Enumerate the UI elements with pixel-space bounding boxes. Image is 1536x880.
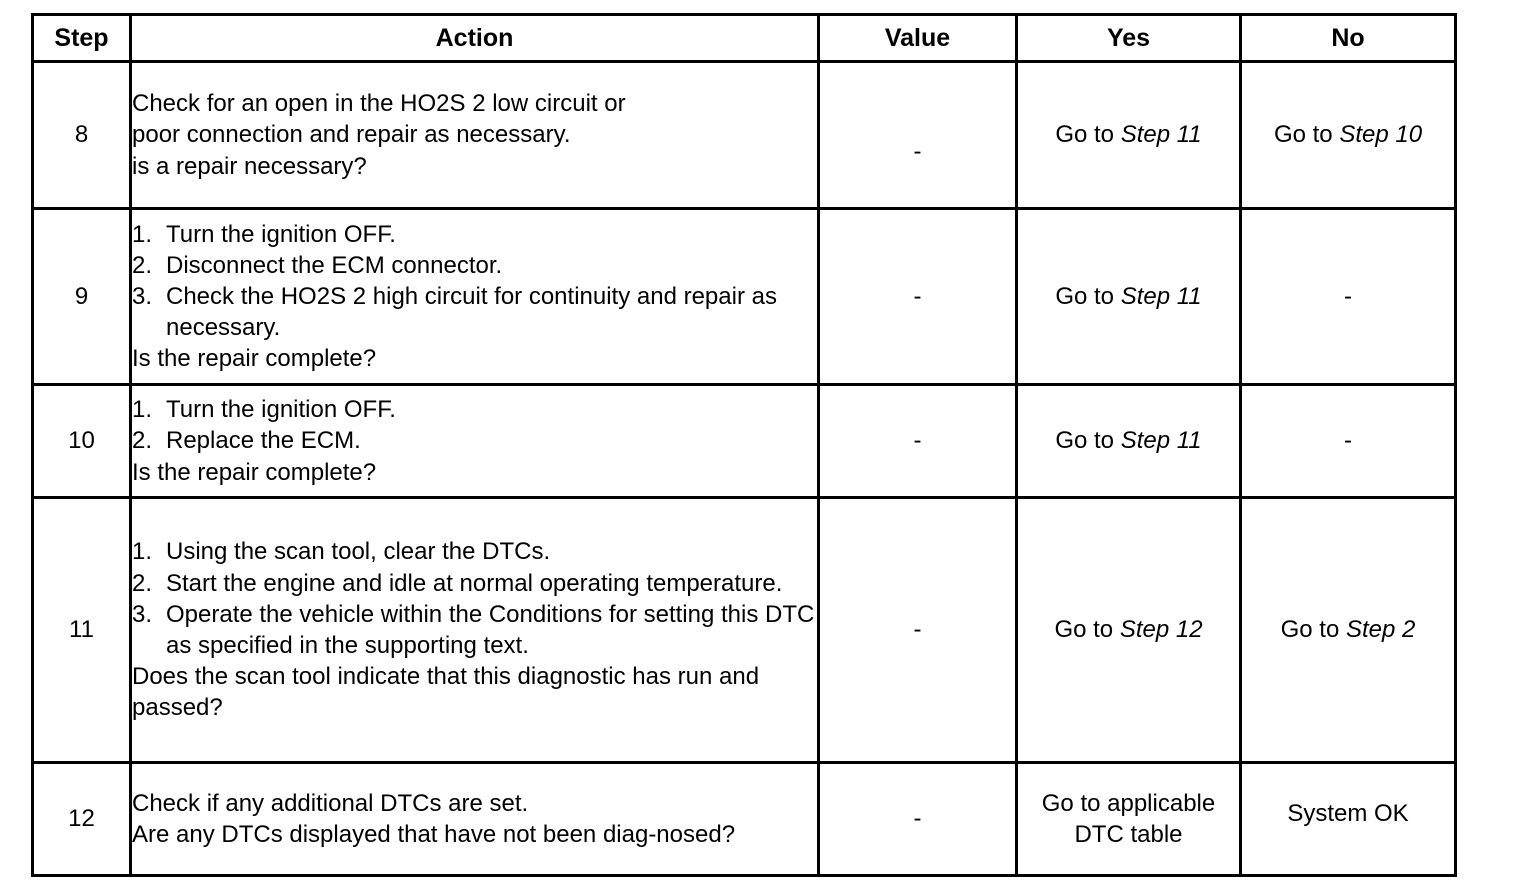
yes-cell [1017, 498, 1241, 763]
step-number: 10 [33, 385, 131, 498]
table-row-step-8 [33, 62, 1456, 209]
no-cell [1241, 62, 1456, 209]
action-question: Is the repair complete? [132, 458, 377, 486]
header-action: Action [131, 15, 819, 62]
header-yes: Yes [1017, 15, 1241, 62]
action-item: 1. Turn the ignition OFF. [132, 396, 396, 424]
value-cell: - [819, 209, 1017, 385]
action-question: Are any DTCs displayed that have not been diag-nosed? [132, 821, 736, 848]
diagnostic-table [31, 13, 1457, 877]
yes-cell [1017, 209, 1241, 385]
yes-goto[interactable]: Go to applicable DTC table [1041, 789, 1216, 848]
header-value: Value [819, 15, 1017, 62]
step-number: 9 [33, 209, 131, 385]
step-number: 11 [33, 498, 131, 763]
action-question: is a repair necessary? [132, 152, 367, 180]
yes-cell [1017, 385, 1241, 498]
yes-goto[interactable]: Go to Step 12 [1054, 616, 1203, 644]
action-question: Is the repair complete? [132, 345, 377, 373]
yes-cell [1017, 763, 1241, 876]
value-cell: - [819, 62, 1017, 209]
yes-cell [1017, 62, 1241, 209]
header-no: No [1241, 15, 1456, 62]
action-cell [131, 498, 819, 763]
value-cell: - [819, 498, 1017, 763]
value-cell: - [819, 385, 1017, 498]
no-cell: - [1241, 209, 1456, 385]
table-row-step-11 [33, 498, 1456, 763]
action-cell [131, 209, 819, 385]
yes-goto[interactable]: Go to Step 11 [1055, 121, 1202, 149]
action-cell [131, 62, 819, 209]
header-step: Step [33, 15, 131, 62]
action-item: 3. Check the HO2S 2 high circuit for continuity and repair as necessary. [132, 282, 777, 342]
no-cell [1241, 498, 1456, 763]
action-item: 2. Disconnect the ECM connector. [132, 251, 503, 279]
yes-goto[interactable]: Go to Step 11 [1055, 427, 1202, 455]
no-goto[interactable]: Go to Step 10 [1273, 121, 1423, 149]
no-cell: System OK [1241, 763, 1456, 876]
table-row-step-12 [33, 763, 1456, 876]
table-row-step-9 [33, 209, 1456, 385]
step-number: 8 [33, 62, 131, 209]
step-number: 12 [33, 763, 131, 876]
action-item: 2. Start the engine and idle at normal operating temperature. [132, 569, 783, 597]
action-item: 1. Using the scan tool, clear the DTCs. [132, 538, 551, 566]
action-line: Check for an open in the HO2S 2 low circuit or [132, 90, 626, 118]
action-cell [131, 385, 819, 498]
action-question: Does the scan tool indicate that this diagnostic has run and passed? [132, 663, 760, 722]
action-item: 3. Operate the vehicle within the Conditions for setting this DTC as specified in the supporting text. [132, 600, 815, 659]
action-item: 2. Replace the ECM. [132, 427, 361, 455]
action-item: 1. Turn the ignition OFF. [132, 220, 396, 248]
yes-goto[interactable]: Go to Step 11 [1055, 282, 1202, 310]
header-row [33, 15, 1456, 62]
action-cell [131, 763, 819, 876]
no-cell: - [1241, 385, 1456, 498]
table-row-step-10 [33, 385, 1456, 498]
action-line: Check if any additional DTCs are set. [132, 789, 529, 817]
action-line: poor connection and repair as necessary. [132, 121, 571, 149]
value-cell: - [819, 763, 1017, 876]
no-goto[interactable]: Go to Step 2 [1280, 616, 1416, 644]
